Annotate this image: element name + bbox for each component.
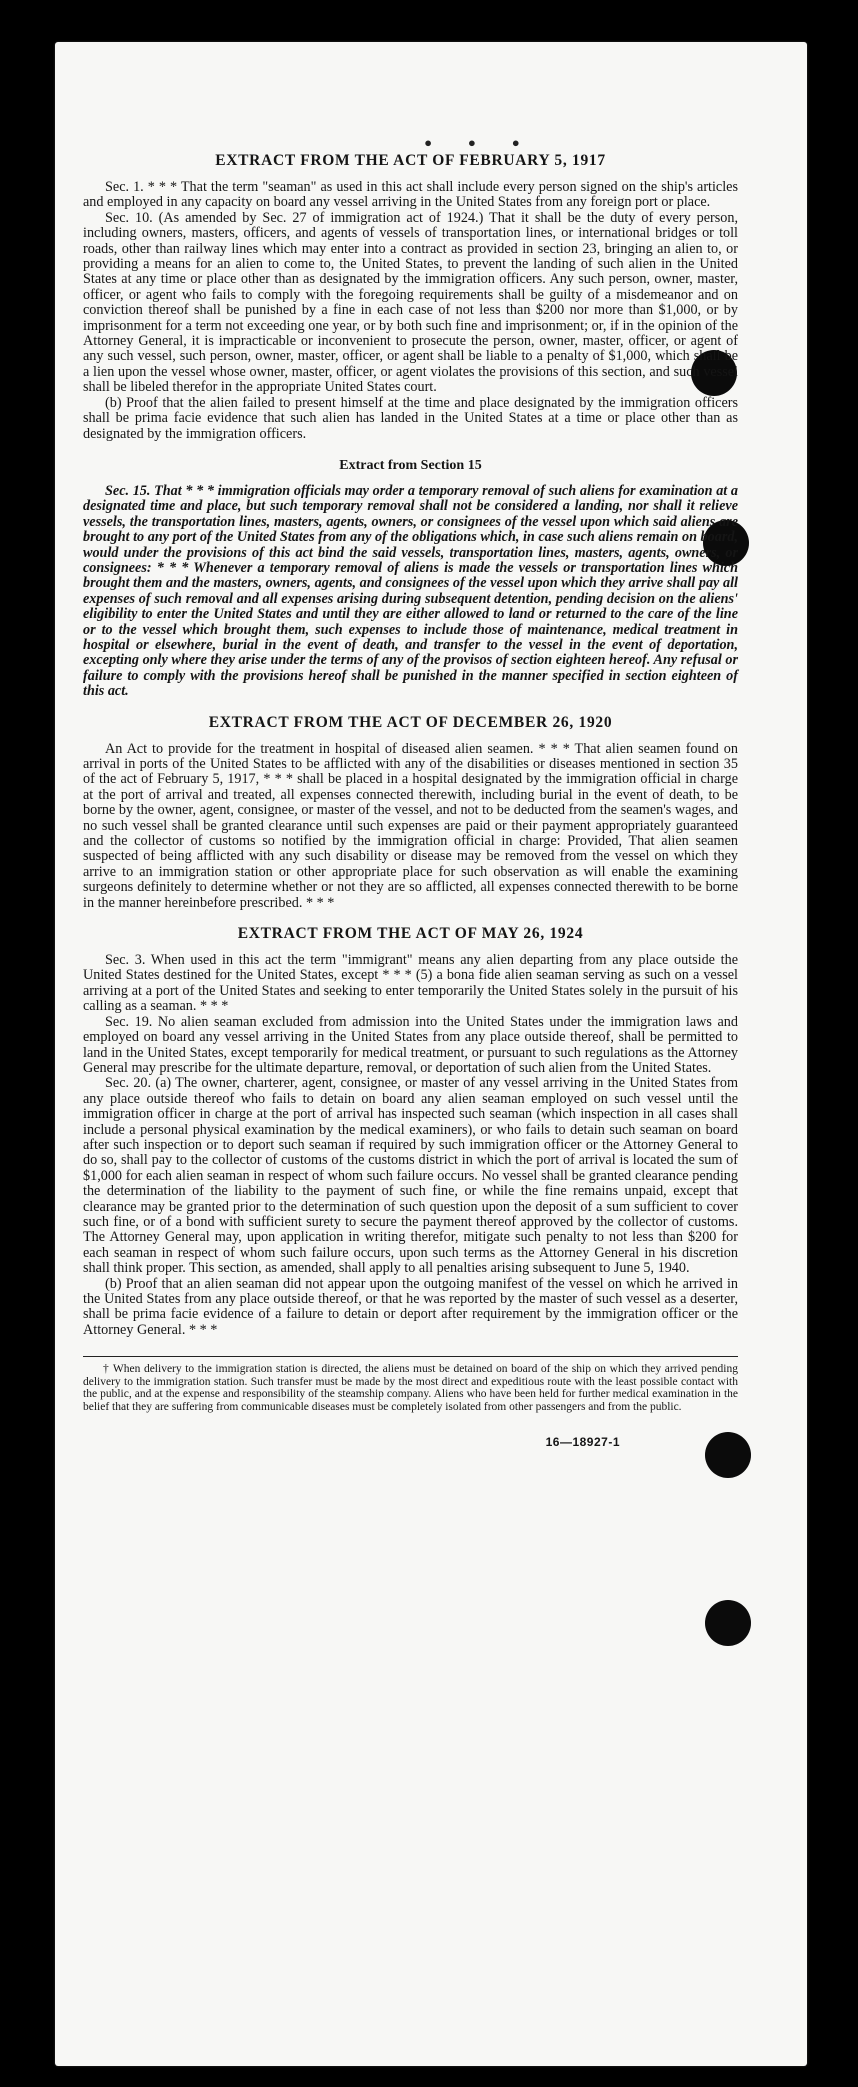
sec10-paragraph: Sec. 10. (As amended by Sec. 27 of immigration act of 1924.) That it shall be the duty of every person, including owners, masters, officers, and agents of vessels of transportation lines, or international bridges or toll roads, other than railway lines which may enter into a contract as provided in section 23, bringing an alien to, or providing a means for an alien to come to, the United States, to prevent the landing of such alien in the United States at any time or place other than as designated by the immigration officers. Any such person, owner, master, officer, or agent who fails to comply with the foregoing requirements shall be guilty of a misdemeanor and on conviction thereof shall be punished by a fine in each case of not less than $200 nor more than $1,000, or by imprisonment for a term not exceeding one year, or by both such fine and imprisonment; or, if in the opinion of the Attorney General, it is impracticable or inconvenient to prosecute the person, owner, master, officer, or agent of any such vessel, such person, owner, master, officer, or agent shall be liable to a penalty of $1,000, which shall be a lien upon the vessel whose owner, master, officer, or agent violates the provisions of this section, and such vessel shall be libeled therefor in the appropriate United States court. <box>83 209 738 396</box>
document-content <box>83 104 738 1449</box>
section-15-heading: Extract from Section 15 <box>339 457 482 473</box>
section-heading-1917: EXTRACT FROM THE ACT OF FEBRUARY 5, 1917 <box>215 152 606 169</box>
act-1920-paragraph: An Act to provide for the treatment in hospital of diseased alien seamen. * * * That alien seamen found on arrival in ports of the United States to be afflicted with any of the disabilities or diseases mentioned in section 35 of the act of February 5, 1917, * * * shall be placed in a hospital designated by the immigration official in charge at the port of arrival and treated, all expenses connected therewith, including burial in the event of death, to be borne by the owner, agent, consignee, or master of the vessel, and not to be deducted from the seamen's wages, and no such vessel shall be granted clearance until such expenses are paid or their payment appropriately guaranteed and the collector of customs so notified by the immigration official in charge: Provided, That alien seamen suspected of being afflicted with any such disability or disease may be removed from the vessel on which they arrive to an immigration station or other appropriate place for such observation as will enable the examining surgeons definitely to determine whether or not they are so afflicted, all expenses connected therewith to be borne in the manner hereinbefore prescribed. * * * <box>83 740 738 911</box>
sec1-paragraph: Sec. 1. * * * That the term "seaman" as used in this act shall include every person signed on the ship's articles and employed in any capacity on board any vessel arriving in the United States from any foreign port or place. <box>83 179 738 211</box>
footnote <box>83 1356 738 1413</box>
punch-hole <box>705 1600 751 1646</box>
header-marks: • • • <box>423 134 535 153</box>
section-heading-1920: EXTRACT FROM THE ACT OF DECEMBER 26, 1920 <box>208 713 613 731</box>
sec19-paragraph: Sec. 19. No alien seaman excluded from admission into the United States under the immigration laws and employed on board any vessel arriving in the United States from any place outside thereof, shall be permitted to land in the United States, except temporarily for medical treatment, or pursuant to such regulations as the Attorney General may prescribe for the ultimate departure, removal, or deportation of such alien from the United States. <box>83 1013 738 1076</box>
section-heading-1924: EXTRACT FROM THE ACT OF MAY 26, 1924 <box>237 925 584 943</box>
sec3-paragraph: Sec. 3. When used in this act the term "immigrant" means any alien departing from any place outside the United States destined for the United States, except * * * (5) a bona fide alien seaman serving as such on a vessel arriving at a port of the United States and seeking to enter temporarily the United States solely in the pursuit of his calling as a seaman. * * * <box>83 952 738 1015</box>
form-number: 16—18927-1 <box>545 1435 620 1450</box>
sec20b-paragraph: (b) Proof that an alien seaman did not appear upon the outgoing manifest of the vessel on which he arrived in the United States from any place outside thereof, or that he was reported by the master of such vessel as a deserter, shall be prima facie evidence of a failure to detain or deport after requirement by the immigration officer or the Attorney General. * * * <box>83 1275 738 1338</box>
sec15-paragraph: Sec. 15. That * * * immigration officials may order a temporary removal of such aliens for examination at a designated time and place, but such temporary removal shall not be considered a landing, nor shall it relieve vessels, the transportation lines, masters, agents, owners, or consignees of the vessel upon which said aliens are brought to any port of the United States from any of the obligations which, in case such aliens remain on board, would under the provisions of this act bind the said vessels, transportation lines, masters, agents, owners, or consignees: * * * Whenever a temporary removal of aliens is made the vessels or transportation lines which brought them and the masters, owners, agents, and consignees of the vessel upon which they arrive shall pay all expenses of such removal and all expenses arising during subsequent detention, pending decision on the aliens' eligibility to enter the United States and until they are either allowed to land or returned to the care of the line or to the vessel which brought them, such expenses to include those of maintenance, medical treatment in hospital or elsewhere, burial in the event of death, and transfer to the vessel in the event of deportation, excepting only where they arise under the terms of any of the provisos of section eighteen hereof. Any refusal or failure to comply with the provisions hereof shall be punished in the manner specified in section eighteen of this act. <box>83 482 738 700</box>
sec10b-paragraph: (b) Proof that the alien failed to present himself at the time and place designated by the immigration officers shall be prima facie evidence that such alien has landed in the United States at a time or place other than as designated by the immigration officers. <box>83 394 738 442</box>
footnote-text: † When delivery to the immigration station is directed, the aliens must be detained on board of the ship on which they arrived pending delivery to the immigration station. Such transfer must be made by the most direct and expeditious route with the least possible contact with the public, and at the expense and responsibility of the steamship company. Aliens who have been held for further medical examination in the belief that they are suffering from communicable diseases must be completely isolated from other passengers and from the public. <box>83 1363 738 1413</box>
sec20a-paragraph: Sec. 20. (a) The owner, charterer, agent, consignee, or master of any vessel arriving in the United States from any place outside thereof who fails to detain on board any alien seaman employed on such vessel until the immigration officer in charge at the port of arrival has inspected such seaman (which inspection in all cases shall include a personal physical examination by the medical examiners), or who fails to detain such seaman on board after such inspection or to deport such seaman if required by such immigration officer or the Attorney General to do so, shall pay to the collector of customs of the customs district in which the port of arrival is located the sum of $1,000 for each alien seaman in respect of whom such failure occurs. No vessel shall be granted clearance pending the determination of the liability to the payment of such fine, or while the fine remains unpaid, except that clearance may be granted prior to the determination of such question upon the deposit of a sum sufficient to cover such fine, or of a bond with sufficient surety to secure the payment thereof approved by the collector of customs. The Attorney General may, upon application in writing therefor, mitigate such penalty to not less than $200 for each seaman in respect of whom such failure occurs, upon such terms as the Attorney General in his discretion shall think proper. This section, as amended, shall apply to all penalties arising subsequent to June 5, 1940. <box>83 1075 738 1277</box>
